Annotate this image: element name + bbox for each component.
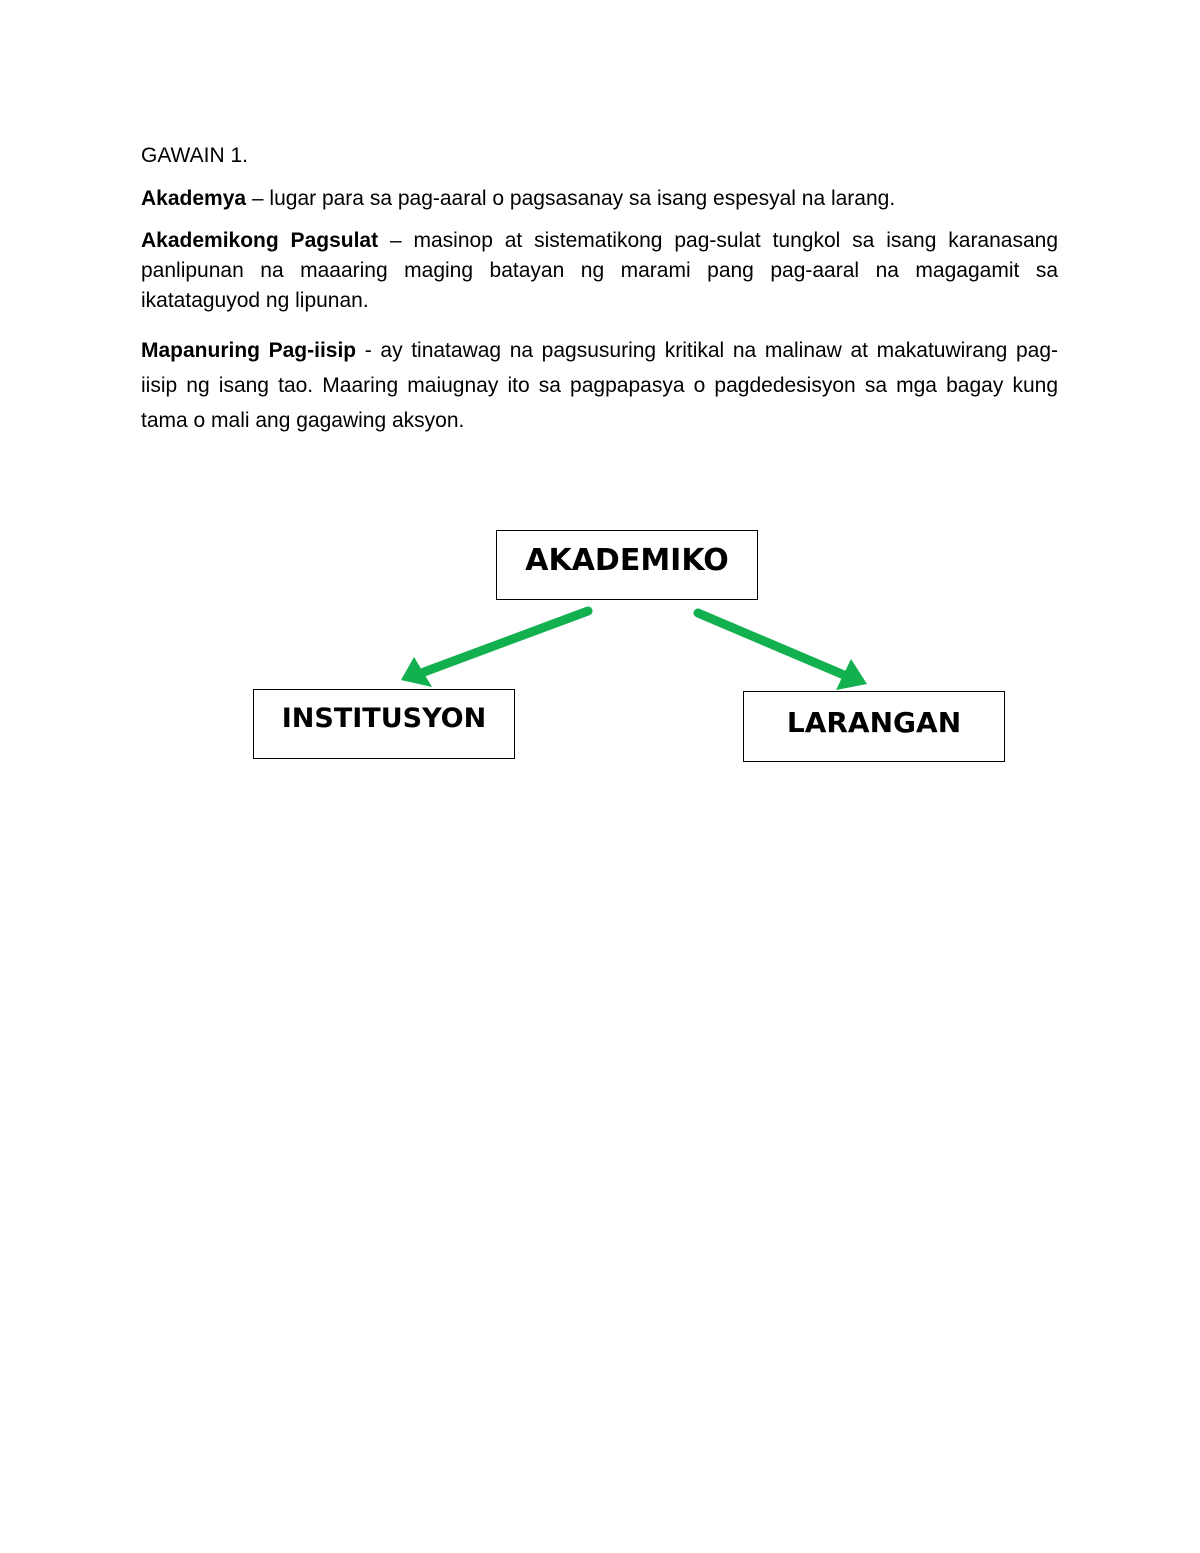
definition-text: lugar para sa pag-aaral o pagsasanay sa isang espesyal na larang.	[269, 187, 896, 210]
definition-term: Akademya	[141, 187, 247, 210]
definition-separator: –	[246, 187, 270, 210]
diagram-node-akademiko: AKADEMIKO	[496, 530, 758, 600]
definition-separator: –	[378, 229, 414, 252]
page-heading: GAWAIN 1.	[141, 144, 248, 167]
definition-text: masinop at sistematikong pag-sulat tungkol sa isang karanasang panlipunan na maaaring maging batayan ng marami pang pag-aaral na magagamit sa ikatataguyod ng lipunan.	[141, 229, 1059, 312]
diagram-node-institusyon: INSTITUSYON	[253, 689, 515, 759]
diagram-node-larangan: LARANGAN	[743, 691, 1005, 762]
definition-term: Mapanuring Pag-iisip	[141, 339, 357, 362]
definition-term: Akademikong Pagsulat	[141, 229, 379, 252]
definition-separator: -	[356, 339, 381, 362]
arrow-to-larangan	[698, 613, 867, 690]
arrow-shaft-left	[424, 611, 588, 672]
arrow-shaft-right	[698, 613, 844, 675]
definition-text: ay tinatawag na pagsusuring kritikal na malinaw at makatuwirang pag-iisip ng isang tao. Maaring maiugnay ito sa pagpapasya o pagdedesisyon sa mga bagay kung tama o mali ang gagawing aksyon.	[141, 339, 1058, 432]
arrow-to-institusyon	[401, 611, 588, 687]
